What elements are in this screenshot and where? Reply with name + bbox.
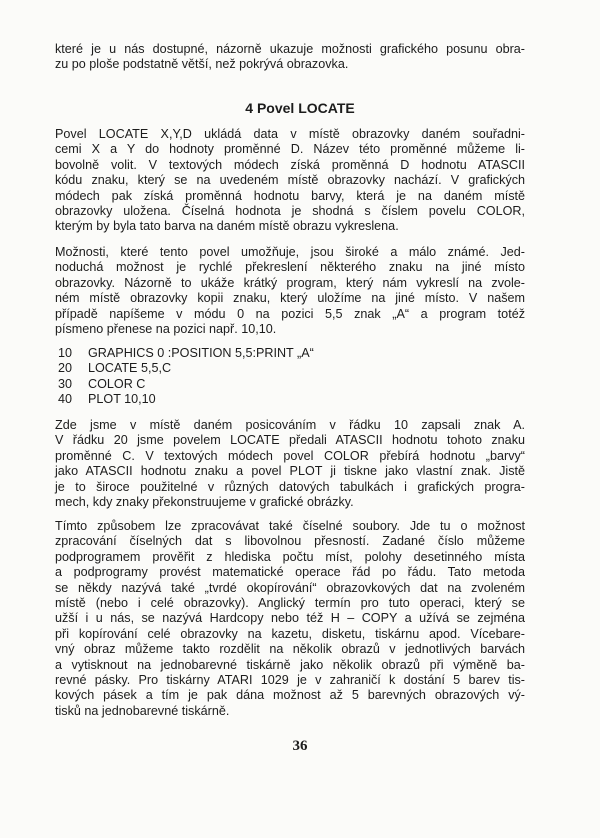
text-line: se někdy nazývá také „tvrdé okopírování“ obrazovkových dat na zvoleném [55, 580, 525, 595]
text-line: ném místě obrazovky kopii znaku, který uložíme na jiné místo. V našem [55, 291, 525, 306]
paragraph-hardcopy [55, 519, 525, 719]
text-line: případě napíšeme v módu 0 na pozici 5,5 znak „A“ a program totéž [55, 306, 525, 321]
text-line: jako ATASCII hodnotu znaku a povel PLOT ji tiskne jako vlastní znak. Jistě [55, 464, 525, 479]
text-line: V řádku 20 jsme povelem LOCATE předali ATASCII hodnotu tohoto znaku [55, 433, 525, 448]
section-heading: 4 Povel LOCATE [245, 100, 355, 116]
text-line: kových pásek a tím je pak dána možnost až 5 barevných obrazových vý- [55, 688, 525, 703]
text-line: tisků na jednobarevné tiskárně. [55, 703, 230, 718]
code-text: LOCATE 5,5,C [88, 361, 172, 376]
text-line: Možnosti, které tento povel umožňuje, jsou široké a málo známé. Jed- [55, 245, 525, 259]
code-line [58, 392, 314, 407]
text-line: revné pásky. Pro tiskárny ATARI 1029 je v zahraničí k dostání 5 barev tis- [55, 673, 525, 688]
text-line: bovolně volit. V textových módech získá proměnná D hodnotu ATASCII [55, 157, 525, 172]
paragraph-locate-description [55, 127, 525, 235]
text-line: podprogramem prověřit z hlediska počtu míst, polohy desetinného místa [55, 549, 525, 564]
text-line: písmeno přenese na pozici např. 10,10. [55, 322, 277, 337]
line-number: 30 [58, 376, 73, 391]
text-line: místě (nebo i celé obrazovky). Anglický termín pro tuto operaci, který se [55, 596, 525, 611]
paragraph-possibilities [55, 245, 525, 337]
text-line: Zde jsme v místě daném posicováním v řádku 10 zapsali znak A. [55, 418, 525, 432]
text-line: a vytisknout na jednobarevné tiskárně jako několik obrazů při výměně ba- [55, 657, 525, 672]
text-line: je to široce použitelné v různých datových tabulkách i grafických progra- [55, 479, 525, 494]
text-line: kódu znaku, který se na uvedeném místě obrazovky nachází. V grafických [55, 173, 525, 188]
text-line: Povel LOCATE X,Y,D ukládá data v místě obrazovky daném souřadni- [55, 127, 525, 141]
text-line: užší i u nás, se nazývá Hardcopy nebo též H – COPY a užívá se zejména [55, 611, 525, 626]
code-line [58, 377, 314, 392]
text-line: mech, kdy znaky překonstruujeme v grafické obrázky. [55, 495, 354, 510]
code-text: PLOT 10,10 [88, 392, 156, 407]
text-line: noduchá možnost je rychlé překreslení některého znaku na jiné místo [55, 260, 525, 275]
code-listing [58, 346, 314, 408]
text-line: proměnné C. V textových módech povel COLOR přebírá hodnotu „barvy“ [55, 448, 525, 463]
text-line: Tímto způsobem lze zpracovávat také číselné soubory. Jde tu o možnost [55, 519, 525, 533]
paragraph-explanation [55, 418, 525, 510]
text-line: kterým by byla tato barva na daném místě obrazu vykreslena. [55, 219, 399, 234]
code-text: COLOR C [88, 376, 146, 391]
text-line: při kopírování celé obrazovky na kazetu, disketu, tiskárnu apod. Vícebare- [55, 626, 525, 641]
page-number: 36 [292, 738, 308, 754]
text-line: cemi X a Y do hodnoty proměnné D. Název této proměnné můžeme li- [55, 142, 525, 157]
text-line: které je u nás dostupné, názorně ukazuje možnosti grafického posunu obra- [55, 42, 525, 56]
text-line: zu po ploše podstatně větší, než pokrývá obrazovka. [55, 57, 349, 72]
code-line [58, 361, 314, 376]
intro-paragraph [55, 42, 525, 73]
text-line: vný obraz můžeme takto rozdělit na několik obrazů v jednotlivých barvách [55, 642, 525, 657]
code-line [58, 346, 314, 361]
line-number: 20 [58, 361, 73, 376]
code-text: GRAPHICS 0 :POSITION 5,5:PRINT „A“ [88, 346, 314, 360]
text-line: zpracování číselných dat s libovolnou přesností. Zadané číslo můžeme [55, 534, 525, 549]
line-number: 10 [58, 346, 73, 360]
text-line: obrazovky. Názorně to ukáže krátký program, který nám vykreslí na zvole- [55, 275, 525, 290]
line-number: 40 [58, 392, 73, 407]
text-line: obrazovky uložena. Číselná hodnota je shodná s číslem povelu COLOR, [55, 204, 525, 219]
text-line: a podprogramy provést matematické operace řád po řádu. Tato metoda [55, 565, 525, 580]
text-line: módech pak získá proměnná hodnotu barvy, která je na daném místě [55, 188, 525, 203]
